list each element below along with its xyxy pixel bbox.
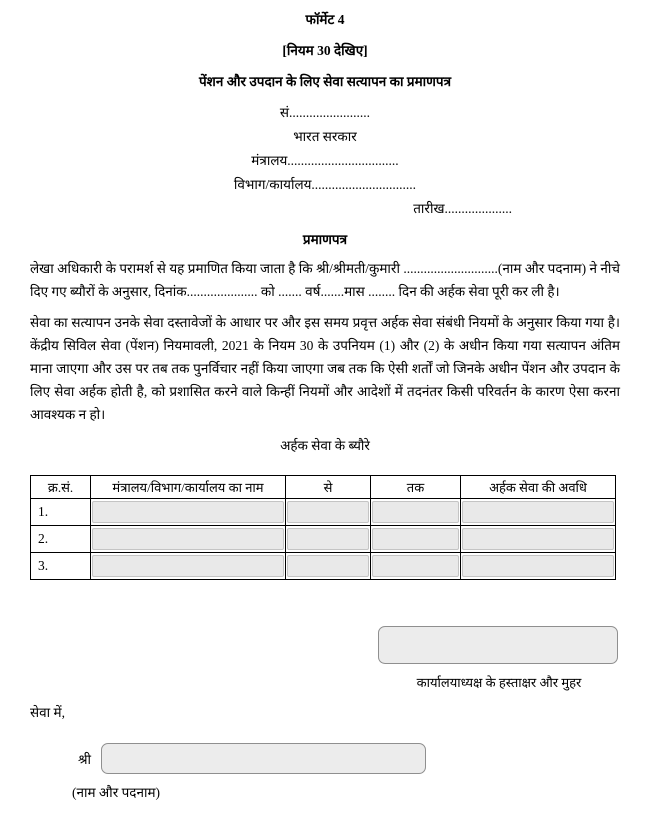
addressee-name-input[interactable] bbox=[101, 743, 426, 774]
row2-serial: 2. bbox=[31, 526, 91, 553]
government-line: भारत सरकार bbox=[293, 129, 357, 144]
row3-from-input[interactable] bbox=[287, 555, 369, 577]
addressee-label: सेवा में, bbox=[30, 705, 65, 720]
serial-number-line: सं........................ bbox=[279, 105, 371, 120]
col-header-duration: अर्हक सेवा की अवधि bbox=[461, 476, 616, 499]
row2-to-input[interactable] bbox=[372, 528, 459, 550]
row3-ministry-input[interactable] bbox=[92, 555, 284, 577]
certificate-paragraph-2: सेवा का सत्यापन उनके सेवा दस्तावेजों के आधार पर और इस समय प्रवृत्त अर्हक सेवा संबंधी नियमों के अनुसार किया गया है। केंद्रीय सिविल सेवा (पेंशन) नियमावली, 2021 के नियम 30 के उपनियम (1) और (2) के अधीन किया गया सत्यापन अंतिम माना जाएगा और उस पर तब तक पुनर्विचार नहीं किया जाएगा जब तक कि ऐसी शर्तों जो जिनके अधीन पेंशन और उपदान के लिए सेवा अर्हक होती है, को प्रशासित करने वाले किन्हीं नियमों और आदेशों में तदनंतर किसी परिवर्तन के कारण ऐसा करना आवश्यक न हो। bbox=[30, 315, 620, 422]
addressee-name-caption: (नाम और पदनाम) bbox=[72, 785, 161, 800]
rule-reference: [नियम 30 देखिए] bbox=[282, 43, 368, 58]
row3-duration-input[interactable] bbox=[462, 555, 614, 577]
col-header-to: तक bbox=[371, 476, 461, 499]
shri-label: श्री bbox=[78, 751, 92, 767]
addressee-name-row bbox=[78, 743, 620, 774]
row1-duration-input[interactable] bbox=[462, 501, 614, 523]
signature-input[interactable] bbox=[378, 626, 618, 664]
table-row bbox=[31, 499, 616, 526]
certificate-heading: प्रमाणपत्र bbox=[302, 232, 348, 247]
row2-ministry-input[interactable] bbox=[92, 528, 284, 550]
row1-to-input[interactable] bbox=[372, 501, 459, 523]
signature-area bbox=[378, 626, 620, 691]
row1-serial: 1. bbox=[31, 499, 91, 526]
format-number: फॉर्मेट 4 bbox=[305, 12, 345, 27]
date-line: तारीख.................... bbox=[413, 201, 512, 216]
page-title: पेंशन और उपदान के लिए सेवा सत्यापन का प्रमाणपत्र bbox=[198, 74, 452, 89]
service-table-heading: अर्हक सेवा के ब्यौरे bbox=[280, 438, 370, 453]
certificate-paragraph-1: लेखा अधिकारी के परामर्श से यह प्रमाणित किया जाता है कि श्री/श्रीमती/कुमारी ............................(नाम और पदनाम) ने नीचे दिए गए ब्यौरों के अनुसार, दिनांक..................... को ....... वर्ष.......मास ........ दिन की अर्हक सेवा पूरी कर ली है। bbox=[30, 261, 620, 299]
row2-duration-input[interactable] bbox=[462, 528, 614, 550]
row3-to-input[interactable] bbox=[372, 555, 459, 577]
ministry-line: मंत्रालय................................. bbox=[251, 153, 399, 168]
table-header-row bbox=[31, 476, 616, 499]
col-header-from: से bbox=[286, 476, 371, 499]
row2-from-input[interactable] bbox=[287, 528, 369, 550]
qualifying-service-table bbox=[30, 475, 616, 580]
col-header-ministry: मंत्रालय/विभाग/कार्यालय का नाम bbox=[91, 476, 286, 499]
department-line: विभाग/कार्यालय............................... bbox=[233, 177, 417, 192]
row1-from-input[interactable] bbox=[287, 501, 369, 523]
table-row bbox=[31, 553, 616, 580]
signature-caption: कार्यालयाध्यक्ष के हस्ताक्षर और मुहर bbox=[416, 675, 582, 690]
row1-ministry-input[interactable] bbox=[92, 501, 284, 523]
col-header-serial: क्र.सं. bbox=[31, 476, 91, 499]
row3-serial: 3. bbox=[31, 553, 91, 580]
table-row bbox=[31, 526, 616, 553]
